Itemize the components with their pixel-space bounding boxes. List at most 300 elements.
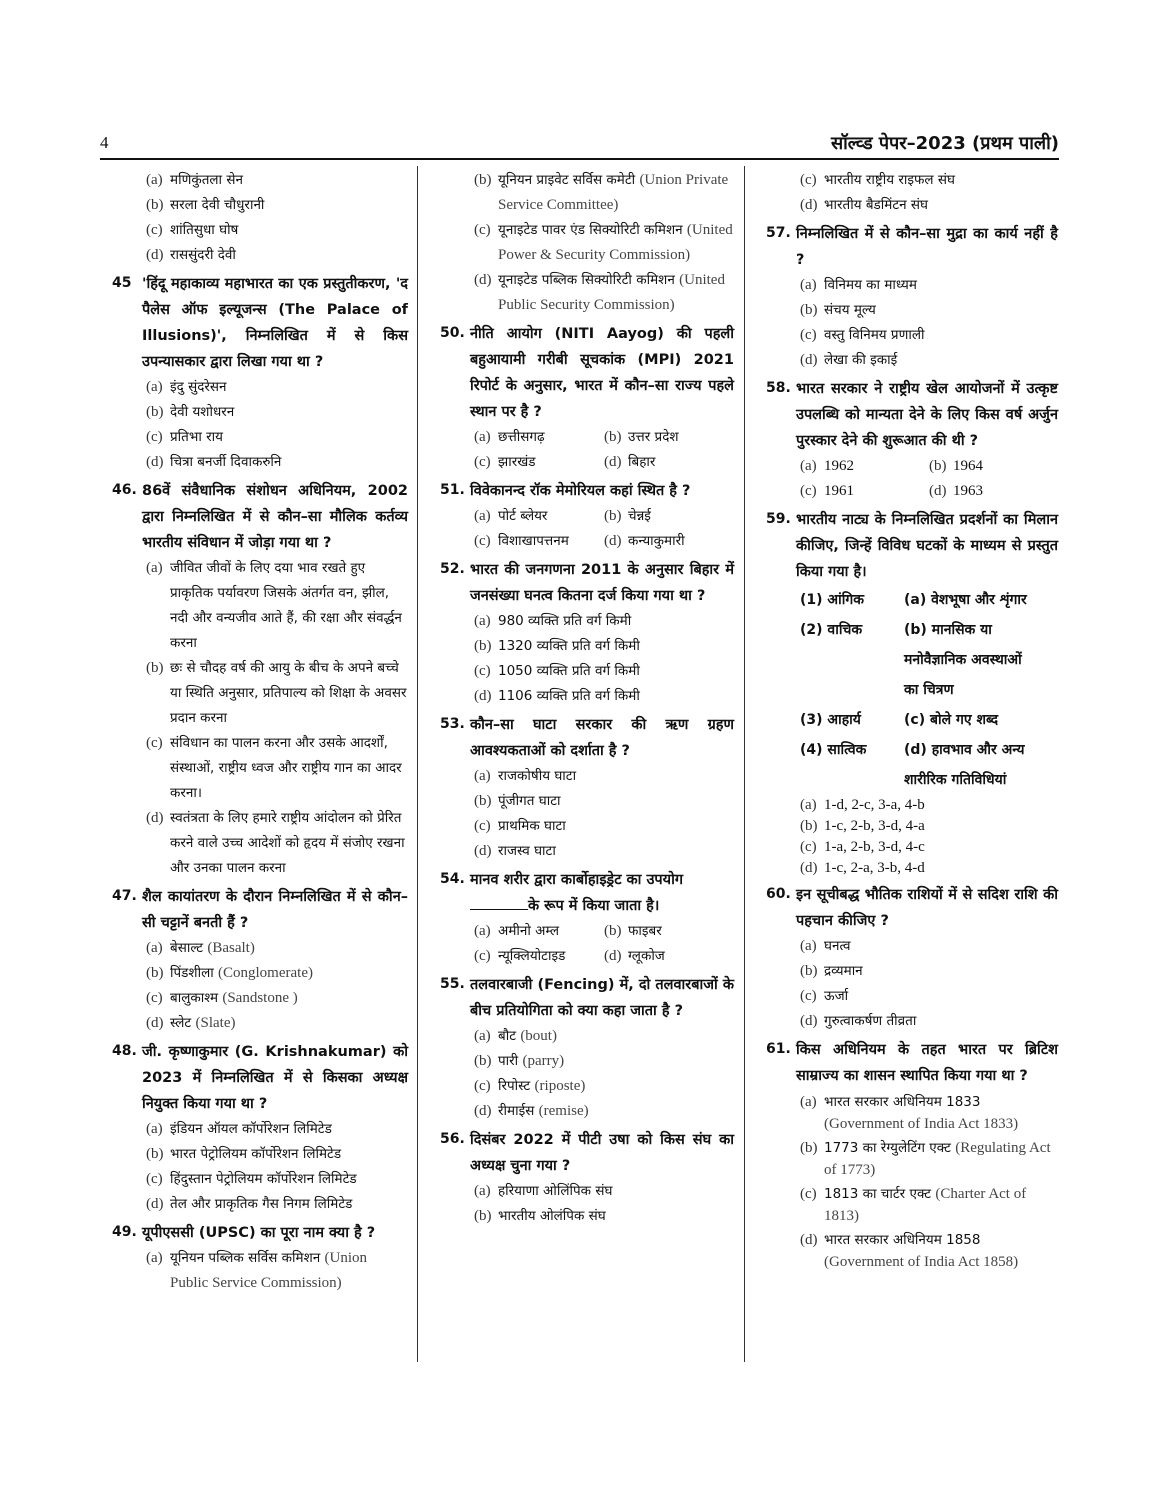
- option-letter: (c): [474, 1078, 491, 1094]
- option-text: पारी: [498, 1053, 519, 1069]
- option: [112, 450, 408, 475]
- option-letter: (a): [800, 1094, 817, 1110]
- match-right: (d) हावभाव और अन्य शारीरिक गतिविधियां: [904, 742, 1025, 788]
- option-letter: (a): [474, 1183, 491, 1199]
- option-text: तेल और प्राकृतिक गैस निगम लिमिटेड: [170, 1196, 353, 1212]
- question-number: 58.: [766, 380, 791, 396]
- question-54: [440, 867, 734, 969]
- question-49-continued: [440, 168, 734, 318]
- option: [440, 1074, 734, 1099]
- option: [440, 764, 734, 789]
- question-number: 45: [112, 275, 132, 291]
- question-56: [440, 1127, 734, 1229]
- option-letter: (c): [800, 172, 817, 188]
- option-letter: (d): [800, 1013, 818, 1029]
- question-text: इन सूचीबद्ध भौतिक राशियों में से सदिश राशि की पहचान कीजिए ?: [796, 887, 1058, 929]
- option: [766, 795, 1058, 816]
- option-text: यूनियन पब्लिक सर्विस कमिशन: [170, 1250, 321, 1266]
- question-text: भारतीय नाट्य के निम्नलिखित प्रदर्शनों का मिलान कीजिए, जिन्हें विविध घटकों के माध्यम से प्रस्तुत किया गया है।: [796, 512, 1058, 580]
- option: [112, 556, 408, 656]
- question-number: 56.: [440, 1131, 465, 1147]
- option-letter: (c): [800, 483, 817, 499]
- option-english: (Government of India Act 1858): [824, 1254, 1019, 1270]
- option-text: 1-a, 2-b, 3-d, 4-c: [824, 839, 925, 855]
- option-text: 1-c, 2-b, 3-d, 4-a: [824, 818, 925, 834]
- option-text: इंडियन ऑयल कॉर्पोरेशन लिमिटेड: [170, 1121, 332, 1137]
- option-letter: (a): [800, 938, 817, 954]
- option: [440, 659, 734, 684]
- option: [112, 936, 408, 961]
- option-letter: (d): [800, 1232, 818, 1248]
- option-text: यूनियन प्राइवेट सर्विस कमेटी: [498, 172, 636, 188]
- option-letter: (c): [474, 454, 491, 470]
- question-text: शैल कायांतरण के दौरान निम्नलिखित में से कौन–सी चट्टानें बनती हैं ?: [142, 889, 408, 931]
- option-letter: (d): [474, 843, 492, 859]
- option: [766, 1137, 1058, 1181]
- match-row: [766, 705, 1058, 735]
- option: [766, 858, 1058, 879]
- match-left: (3) आहार्य: [800, 712, 861, 728]
- option-letter: (a): [474, 508, 491, 524]
- option: [440, 609, 734, 634]
- option-letter: (b): [474, 1208, 492, 1224]
- option-row: [440, 944, 734, 969]
- option: [766, 323, 1058, 348]
- question-text: दिसंबर 2022 में पीटी उषा को किस संघ का अध्यक्ष चुना गया ?: [470, 1132, 734, 1174]
- option-text: उत्तर प्रदेश: [628, 429, 679, 445]
- option-letter: (a): [474, 923, 491, 939]
- option-text: अमीनो अम्ल: [498, 923, 560, 939]
- option-text: 1773 का रेग्युलेटिंग एक्ट: [824, 1140, 951, 1156]
- question-61: [766, 1037, 1058, 1273]
- question-44-options: [112, 168, 408, 268]
- option: [440, 1204, 734, 1229]
- option: [112, 1011, 408, 1036]
- option-english: (Sandstone ): [222, 990, 298, 1006]
- question-text: भारत की जनगणना 2011 के अनुसार बिहार में जनसंख्या घनत्व कितना दर्ज किया गया था ?: [470, 562, 734, 604]
- question-59: [766, 507, 1058, 879]
- question-number: 57.: [766, 225, 791, 241]
- option: [766, 1091, 1058, 1135]
- option-text: घनत्व: [824, 938, 851, 954]
- option-letter: (c): [146, 990, 163, 1006]
- option: [766, 1009, 1058, 1034]
- option-letter: (a): [474, 613, 491, 629]
- option-letter: (a): [474, 429, 491, 445]
- option: [112, 806, 408, 881]
- option: [440, 684, 734, 709]
- column-3: [766, 168, 1058, 1273]
- option-text: राजकोषीय घाटा: [498, 768, 577, 784]
- question-number: 61.: [766, 1041, 791, 1057]
- option-letter: (c): [474, 533, 491, 549]
- question-number: 51.: [440, 482, 465, 498]
- option-text: संविधान का पालन करना और उसके आदर्शों, संस्थाओं, राष्ट्रीय ध्वज और राष्ट्रीय गान का आदर करना।: [170, 735, 402, 801]
- option-letter: (d): [146, 1196, 164, 1212]
- option-text: बिहार: [628, 454, 656, 470]
- question-46: [112, 478, 408, 881]
- option-text: इंदु सुंदरेसन: [170, 379, 227, 395]
- option-english: (remise): [538, 1103, 589, 1119]
- option-letter: (b): [604, 923, 622, 939]
- option-row: [766, 454, 1058, 479]
- option-letter: (d): [146, 454, 164, 470]
- page-header: [100, 133, 1059, 159]
- option: [766, 816, 1058, 837]
- option: [112, 961, 408, 986]
- match-row: [766, 585, 1058, 615]
- option-letter: (c): [146, 222, 163, 238]
- question-51: [440, 478, 734, 554]
- option-text: हिंदुस्तान पेट्रोलियम कॉर्पोरेशन लिमिटेड: [170, 1171, 357, 1187]
- match-right: (a) वेशभूषा और शृंगार: [904, 592, 1027, 608]
- option: [112, 425, 408, 450]
- option-english: (Union Public Service Commission): [170, 1250, 368, 1291]
- option: [112, 1142, 408, 1167]
- page-title: सॉल्व्ड पेपर–2023 (प्रथम पाली): [830, 133, 1059, 154]
- match-row: [766, 735, 1058, 795]
- option: [112, 1117, 408, 1142]
- option: [112, 1192, 408, 1217]
- option: [766, 168, 1058, 193]
- option: [112, 986, 408, 1011]
- option-english: (bout): [520, 1028, 557, 1044]
- option-text: 1-d, 2-c, 3-a, 4-b: [824, 797, 925, 813]
- question-57: [766, 221, 1058, 373]
- option-text: सरला देवी चौधुरानी: [170, 197, 265, 213]
- option: [112, 1246, 408, 1296]
- option: [440, 634, 734, 659]
- option-text: 1106 व्यक्ति प्रति वर्ग किमी: [498, 688, 640, 704]
- option-letter: (d): [929, 483, 947, 499]
- option-text: रीमाईस: [498, 1103, 535, 1119]
- option-text: पूंजीगत घाटा: [498, 793, 561, 809]
- option-english: (Government of India Act 1833): [824, 1116, 1019, 1132]
- option-letter: (c): [474, 948, 491, 964]
- question-text-continued: के रूप में किया जाता है।: [528, 898, 660, 914]
- option-letter: (c): [800, 988, 817, 1004]
- option-english: (riposte): [534, 1078, 586, 1094]
- question-50: [440, 321, 734, 475]
- option-letter: (a): [474, 1028, 491, 1044]
- option-letter: (c): [146, 735, 163, 751]
- option-text: द्रव्यमान: [824, 963, 863, 979]
- option-text: बौट: [498, 1028, 517, 1044]
- option-text: बेसाल्ट: [170, 940, 204, 956]
- question-number: 46.: [112, 482, 137, 498]
- question-45: [112, 271, 408, 475]
- option-letter: (a): [800, 458, 817, 474]
- option-text: छः से चौदह वर्ष की आयु के बीच के अपने बच्चे या स्थिति अनुसार, प्रतिपाल्य को शिक्षा के अवसर प्रदान करना: [170, 660, 407, 726]
- option-letter: (c): [800, 1186, 817, 1202]
- option: [112, 218, 408, 243]
- option-letter: (d): [146, 810, 164, 826]
- option-row: [440, 450, 734, 475]
- match-row: [766, 615, 1058, 705]
- option-text: भारत सरकार अधिनियम 1858: [824, 1232, 981, 1248]
- option-text: यूनाइटेड पावर एंड सिक्योरिटी कमिशन: [498, 222, 683, 238]
- question-number: 50.: [440, 325, 465, 341]
- option-text: रिपोस्ट: [498, 1078, 531, 1094]
- option-text: प्रतिभा राय: [170, 429, 223, 445]
- question-text: तलवारबाजी (Fencing) में, दो तलवारबाजों के बीच प्रतियोगिता को क्या कहा जाता है ?: [470, 977, 734, 1019]
- option-letter: (b): [474, 172, 492, 188]
- option-text: हरियाणा ओलिंपिक संघ: [498, 1183, 613, 1199]
- option-text: चेन्नई: [628, 508, 651, 524]
- question-53: [440, 712, 734, 864]
- option-letter: (d): [474, 1103, 492, 1119]
- option-letter: (b): [800, 818, 818, 834]
- question-text: विवेकानन्द रॉक मेमोरियल कहां स्थित है ?: [470, 483, 691, 499]
- question-text: मानव शरीर द्वारा कार्बोहाइड्रेट का उपयोग: [470, 872, 683, 888]
- option-text: लेखा की इकाई: [824, 352, 898, 368]
- option-letter: (d): [474, 272, 492, 288]
- option: [766, 959, 1058, 984]
- option: [112, 193, 408, 218]
- option: [112, 168, 408, 193]
- option-text: 1961: [824, 483, 854, 499]
- option-letter: (c): [800, 327, 817, 343]
- option-letter: (a): [146, 1250, 163, 1266]
- question-number: 48.: [112, 1043, 137, 1059]
- question-text: भारत सरकार ने राष्ट्रीय खेल आयोजनों में उत्कृष्ट उपलब्धि को मान्यता देने के लिए किस वर्ष अर्जुन पुरस्कार देने की शुरूआत की थी ?: [796, 381, 1058, 449]
- answer-blank: [470, 895, 528, 910]
- option-text: शांतिसुधा घोष: [170, 222, 239, 238]
- option-text: राससुंदरी देवी: [170, 247, 236, 263]
- question-number: 47.: [112, 888, 137, 904]
- option: [440, 168, 734, 218]
- question-text: 86वें संवैधानिक संशोधन अधिनियम, 2002 द्वारा निम्नलिखित में से कौन–सा मौलिक कर्तव्य भारतीय संविधान में जोड़ा गया था ?: [142, 483, 408, 551]
- option-text: छत्तीसगढ़: [498, 429, 545, 445]
- option: [112, 1167, 408, 1192]
- option-row: [440, 529, 734, 554]
- option-text: संचय मूल्य: [824, 302, 876, 318]
- option-letter: (b): [474, 1053, 492, 1069]
- option-letter: (d): [800, 197, 818, 213]
- option-text: यूनाइटेड पब्लिक सिक्योरिटी कमिशन: [498, 272, 675, 288]
- option-letter: (b): [146, 660, 164, 676]
- option-letter: (b): [146, 404, 164, 420]
- option-row: [766, 479, 1058, 504]
- option-text: ग्लूकोज: [628, 948, 665, 964]
- option-letter: (a): [146, 172, 163, 188]
- option-text: 1050 व्यक्ति प्रति वर्ग किमी: [498, 663, 640, 679]
- match-right: (b) मानसिक या मनोवैज्ञानिक अवस्थाओं का चित्रण: [904, 622, 1022, 698]
- option-letter: (b): [800, 1140, 818, 1156]
- option-letter: (a): [146, 379, 163, 395]
- option-text: भारतीय ओलंपिक संघ: [498, 1208, 606, 1224]
- option-letter: (b): [604, 429, 622, 445]
- question-number: 52.: [440, 561, 465, 577]
- option: [440, 1024, 734, 1049]
- option-english: (Union Private Service Committee): [498, 172, 729, 213]
- option-text: 1964: [953, 458, 983, 474]
- option-english: (Basalt): [207, 940, 255, 956]
- option-letter: (d): [604, 533, 622, 549]
- option-letter: (c): [146, 429, 163, 445]
- option-letter: (a): [146, 560, 163, 576]
- option-letter: (a): [800, 277, 817, 293]
- option-text: झारखंड: [498, 454, 536, 470]
- option-row: [440, 919, 734, 944]
- option: [112, 731, 408, 806]
- option: [440, 1179, 734, 1204]
- option-text: कन्याकुमारी: [628, 533, 685, 549]
- question-text: 'हिंदू महाकाव्य महाभारत का एक प्रस्तुतीकरण, 'द पैलेस ऑफ इल्यूजन्स (The Palace of Illusions)', निम्नलिखित में से किस उपन्यासकार द्वारा लिखा गया था ?: [142, 276, 408, 370]
- question-55: [440, 972, 734, 1124]
- option-text: मणिकुंतला सेन: [170, 172, 243, 188]
- option-letter: (b): [800, 302, 818, 318]
- option: [766, 1183, 1058, 1227]
- option-letter: (d): [474, 688, 492, 704]
- option-text: फाइबर: [628, 923, 662, 939]
- column-1: [112, 168, 408, 1296]
- option-text: 1962: [824, 458, 854, 474]
- option-english: (Regulating Act of 1773): [824, 1140, 1051, 1178]
- option-text: देवी यशोधरन: [170, 404, 235, 420]
- question-number: 60.: [766, 886, 791, 902]
- match-left: (4) सात्विक: [800, 742, 867, 758]
- question-60: [766, 882, 1058, 1034]
- option-text: वस्तु विनिमय प्रणाली: [824, 327, 925, 343]
- option-text: विनिमय का माध्यम: [824, 277, 917, 293]
- option-text: 980 व्यक्ति प्रति वर्ग किमी: [498, 613, 632, 629]
- option: [766, 348, 1058, 373]
- question-number: 59.: [766, 511, 791, 527]
- option-text: विशाखापत्तनम: [498, 533, 569, 549]
- option: [766, 273, 1058, 298]
- option: [112, 375, 408, 400]
- option-letter: (b): [800, 963, 818, 979]
- option-letter: (a): [474, 768, 491, 784]
- option-letter: (a): [800, 797, 817, 813]
- column-divider-1: [417, 166, 418, 1362]
- question-text: किस अधिनियम के तहत भारत पर ब्रिटिश साम्राज्य का शासन स्थापित किया गया था ?: [796, 1042, 1058, 1084]
- option-text: पिंडशीला: [170, 965, 214, 981]
- option-text: जीवित जीवों के लिए दया भाव रखते हुए प्राकृतिक पर्यावरण जिसके अंतर्गत वन, झील, नदी और वन्यजीव आते हैं, की रक्षा और संवर्द्धन करना: [170, 560, 402, 651]
- question-47: [112, 884, 408, 1036]
- option-letter: (d): [146, 247, 164, 263]
- option-text: 1-c, 2-a, 3-b, 4-d: [824, 860, 925, 876]
- question-text: नीति आयोग (NITI Aayog) की पहली बहुआयामी गरीबी सूचकांक (MPI) 2021 रिपोर्ट के अनुसार, भारत में कौन–सा राज्य पहले स्थान पर है ?: [470, 326, 734, 420]
- option-text: 1813 का चार्टर एक्ट: [824, 1186, 932, 1202]
- option: [440, 789, 734, 814]
- option: [766, 193, 1058, 218]
- option-text: पोर्ट ब्लेयर: [498, 508, 548, 524]
- option-letter: (a): [146, 1121, 163, 1137]
- option-letter: (b): [146, 1146, 164, 1162]
- option-text: 1963: [953, 483, 983, 499]
- question-text: यूपीएससी (UPSC) का पूरा नाम क्या है ?: [142, 1225, 376, 1241]
- question-56-continued: [766, 168, 1058, 218]
- option: [112, 656, 408, 731]
- option-text: गुरुत्वाकर्षण तीव्रता: [824, 1013, 917, 1029]
- page-number: 4: [100, 133, 109, 152]
- option-letter: (b): [604, 508, 622, 524]
- question-52: [440, 557, 734, 709]
- option: [766, 984, 1058, 1009]
- question-49: [112, 1220, 408, 1296]
- option: [440, 268, 734, 318]
- question-number: 55.: [440, 976, 465, 992]
- option-english: (Slate): [195, 1015, 236, 1031]
- option: [440, 839, 734, 864]
- question-number: 54.: [440, 871, 465, 887]
- option: [112, 243, 408, 268]
- option-english: (United Power & Security Commission): [498, 222, 733, 263]
- question-text: निम्नलिखित में से कौन–सा मुद्रा का कार्य नहीं है ?: [796, 226, 1058, 268]
- question-48: [112, 1039, 408, 1217]
- option: [440, 1049, 734, 1074]
- option-text: प्राथमिक घाटा: [498, 818, 566, 834]
- column-2: [440, 168, 734, 1229]
- column-divider-2: [744, 166, 745, 1362]
- match-right: (c) बोले गए शब्द: [904, 712, 999, 728]
- option-text: न्यूक्लियोटाइड: [498, 948, 566, 964]
- option-text: चित्रा बनर्जी दिवाकरुनि: [170, 454, 282, 470]
- option-letter: (b): [146, 197, 164, 213]
- option-text: 1320 व्यक्ति प्रति वर्ग किमी: [498, 638, 640, 654]
- option-text: भारत पेट्रोलियम कॉर्पोरेशन लिमिटेड: [170, 1146, 342, 1162]
- option-english: (Charter Act of 1813): [824, 1186, 1027, 1224]
- option-row: [440, 425, 734, 450]
- option: [440, 814, 734, 839]
- option-english: (Conglomerate): [218, 965, 313, 981]
- option-row: [440, 504, 734, 529]
- option: [440, 218, 734, 268]
- option-letter: (c): [800, 839, 817, 855]
- option: [766, 1229, 1058, 1273]
- option-text: भारतीय बैडमिंटन संघ: [824, 197, 929, 213]
- option-text: बालुकाश्म: [170, 990, 219, 1006]
- option-letter: (b): [474, 793, 492, 809]
- option: [440, 1099, 734, 1124]
- option-letter: (d): [800, 352, 818, 368]
- option-letter: (b): [146, 965, 164, 981]
- option-text: ऊर्जा: [824, 988, 849, 1004]
- option-text: स्वतंत्रता के लिए हमारे राष्ट्रीय आंदोलन को प्रेरित करने वाले उच्च आदेशों को हृदय में संजोए रखना और उनका पालन करना: [170, 810, 405, 876]
- option-letter: (c): [474, 818, 491, 834]
- option: [112, 400, 408, 425]
- option-letter: (d): [604, 948, 622, 964]
- option: [766, 837, 1058, 858]
- option-letter: (d): [800, 860, 818, 876]
- option-letter: (d): [604, 454, 622, 470]
- option-text: भारतीय राष्ट्रीय राइफल संघ: [824, 172, 955, 188]
- option-english: (parry): [522, 1053, 565, 1069]
- option-text: स्लेट: [170, 1015, 192, 1031]
- option-text: राजस्व घाटा: [498, 843, 556, 859]
- header-rule: [100, 158, 1059, 160]
- option-letter: (c): [474, 222, 491, 238]
- question-text: कौन–सा घाटा सरकार की ऋण ग्रहण आवश्यकताओं को दर्शाता है ?: [470, 717, 734, 759]
- option-letter: (b): [929, 458, 947, 474]
- question-number: 53.: [440, 716, 465, 732]
- option-letter: (b): [474, 638, 492, 654]
- option-letter: (c): [146, 1171, 163, 1187]
- option-english: (United Public Security Commission): [498, 272, 725, 313]
- match-left: (1) आंगिक: [800, 592, 864, 608]
- match-left: (2) वाचिक: [800, 622, 863, 638]
- question-number: 49.: [112, 1224, 137, 1240]
- option: [766, 934, 1058, 959]
- option-letter: (a): [146, 940, 163, 956]
- question-text: जी. कृष्णाकुमार (G. Krishnakumar) को 2023 में निम्नलिखित में से किसका अध्यक्ष नियुक्त किया गया था ?: [142, 1044, 408, 1112]
- option-text: भारत सरकार अधिनियम 1833: [824, 1094, 981, 1110]
- option-letter: (d): [146, 1015, 164, 1031]
- question-58: [766, 376, 1058, 504]
- option: [766, 298, 1058, 323]
